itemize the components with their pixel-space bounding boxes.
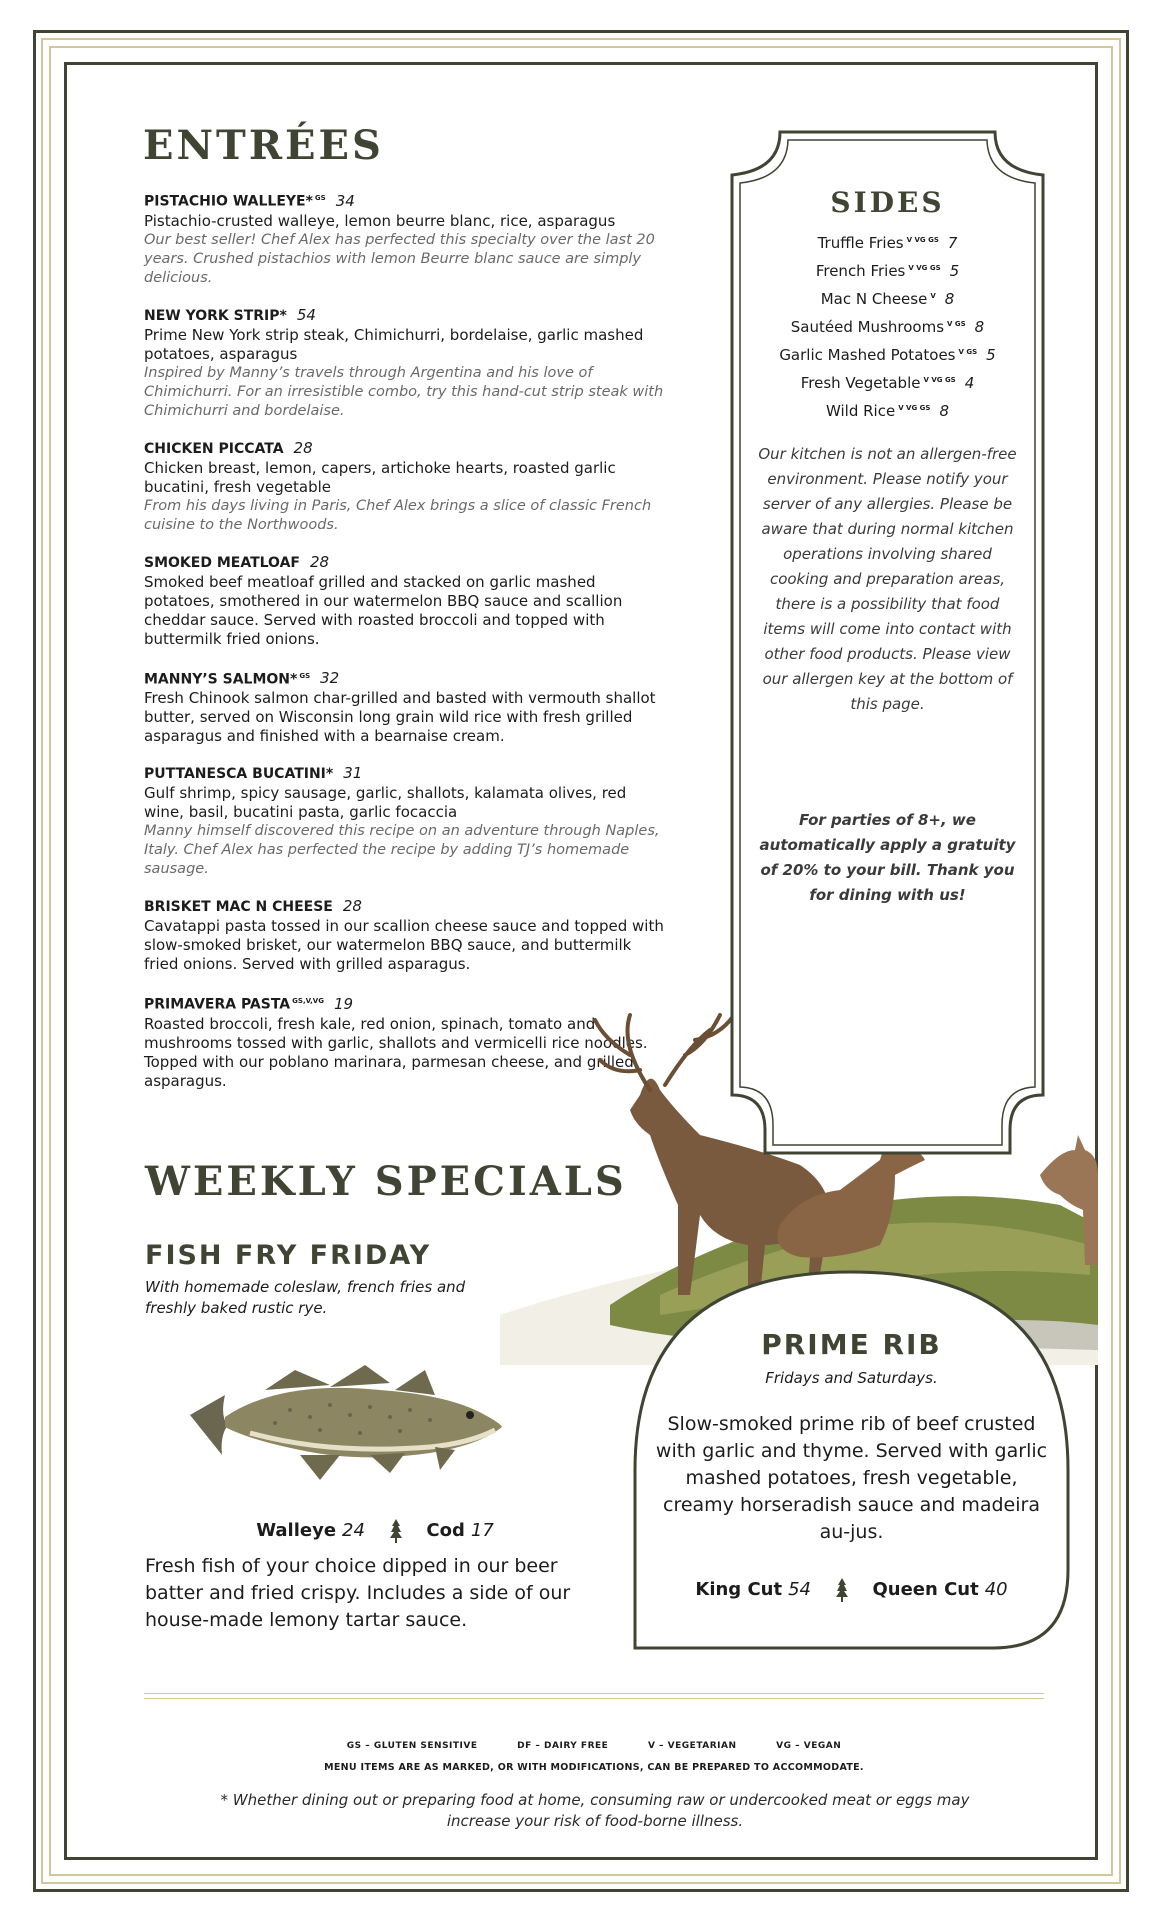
entree-name: NEW YORK STRIP* [144, 307, 287, 324]
side-price: 7 [947, 234, 958, 252]
queen-cut-label: Queen Cut [872, 1579, 979, 1600]
side-price: 5 [949, 262, 960, 280]
divider [144, 1693, 1044, 1694]
entree-tags: GS [299, 671, 311, 680]
walleye-price: 24 [342, 1520, 365, 1541]
entree-price: 28 [293, 438, 313, 457]
legend-gs: GS – GLUTEN SENSITIVE [346, 1741, 478, 1751]
entree-description: Chicken breast, lemon, capers, artichoke hearts, roasted garlic bucatini, fresh vegetable [144, 458, 616, 496]
side-price: 8 [974, 318, 985, 336]
entree-name: SMOKED MEATLOAF [144, 554, 300, 571]
entree-tags: GS [314, 194, 326, 202]
fish-fry-subtitle: With homemade coleslaw, french fries and freshly baked rustic rye. [145, 1278, 466, 1317]
entree-description: Gulf shrimp, spicy sausage, garlic, shallots, kalamata olives, red wine, basil, bucatini pasta, garlic focaccia [144, 784, 627, 822]
entree-name: PRIMAVERA PASTA [144, 996, 291, 1013]
side-name: Truffle Fries [817, 234, 904, 252]
side-name: French Fries [815, 262, 906, 280]
entree-note: Manny himself discovered this recipe on an adventure through Naples, Italy. Chef Alex has perfected the recipe by adding TJ’s homemade sausage. [144, 823, 660, 878]
entree-name-line [144, 439, 664, 459]
divider [144, 1698, 1044, 1699]
entree-item [144, 553, 664, 649]
entree-price: 28 [309, 552, 330, 571]
side-tags: V VG GS [923, 376, 956, 384]
entrees-title: ENTRÉES [143, 122, 384, 169]
prime-rib-prices [633, 1578, 1070, 1602]
side-item [730, 228, 1045, 256]
entree-name: PISTACHIO WALLEYE* [144, 193, 313, 210]
sides-title: SIDES [830, 186, 945, 219]
pine-tree-icon [389, 1519, 403, 1543]
entree-name-line [144, 306, 664, 326]
legend-df: DF – DAIRY FREE [517, 1741, 609, 1751]
entree-note: Inspired by Manny’s travels through Argentina and his love of Chimichurri. For an irresistible combo, try this hand-cut strip steak with Chimichurri and bordelaise. [144, 364, 664, 419]
entree-name: MANNY’S SALMON* [144, 671, 298, 688]
entree-name: CHICKEN PICCATA [144, 440, 284, 457]
entree-description: Fresh Chinook salmon char-grilled and basted with vermouth shallot butter, served on Wisconsin long grain wild rice with fresh grilled asparagus and finished with a bearnaise cream. [144, 689, 656, 746]
side-name: Garlic Mashed Potatoes [779, 346, 956, 364]
legend-v: V – VEGETARIAN [647, 1741, 737, 1751]
sides-list [730, 228, 1045, 424]
side-item [730, 256, 1045, 284]
entree-item [144, 439, 664, 535]
entree-description: Smoked beef meatloaf grilled and stacked on garlic mashed potatoes, smothered in our watermelon BBQ sauce and scallion cheddar sauce. Served with roasted broccoli and topped with buttermilk fried onions. [144, 572, 623, 648]
fish-fry-description: Fresh fish of your choice dipped in our beer batter and fried crispy. Includes a side of our house-made lemony tartar sauce. [145, 1555, 571, 1631]
side-tags: V [930, 292, 936, 300]
side-item [730, 312, 1045, 340]
side-price: 5 [986, 346, 996, 364]
gratuity-notice: For parties of 8+, we automatically apply a gratuity of 20% to your bill. Thank you for dining with us! [759, 811, 1016, 904]
side-item [730, 368, 1045, 396]
entree-name-line [144, 553, 664, 573]
entree-item [144, 306, 664, 421]
entree-price: 28 [342, 897, 362, 916]
legend-note: MENU ITEMS ARE AS MARKED, OR WITH MODIFICATIONS, CAN BE PREPARED TO ACCOMMODATE. [324, 1762, 864, 1773]
prime-rib-title: PRIME RIB [761, 1328, 942, 1361]
entree-name: BRISKET MAC N CHEESE [144, 899, 333, 916]
side-name: Wild Rice [826, 402, 896, 420]
side-price: 8 [939, 402, 949, 420]
side-tags: V VG GS [906, 236, 939, 244]
allergy-notice: Our kitchen is not an allergen-free environment. Please notify your server of any allergies. Please be aware that during normal kitchen operations involving shared cooking and preparation areas, there is a possibility that food items will come into contact with other food products. Please view our allergen key at the bottom of this page. [758, 445, 1017, 713]
entree-description: Roasted broccoli, fresh kale, red onion, spinach, tomato and mushrooms tossed with garlic, shallots and vermicelli rice noodles. Topped with our poblano marinara, parmesan cheese, and grilled asparagus. [144, 1014, 648, 1090]
side-item [730, 284, 1045, 312]
side-price: 4 [964, 374, 975, 392]
queen-cut-price: 40 [984, 1579, 1008, 1600]
side-name: Mac N Cheese [820, 290, 928, 308]
fish-fry-title: FISH FRY FRIDAY [145, 1240, 432, 1271]
entree-description: Cavatappi pasta tossed in our scallion cheese sauce and topped with slow-smoked brisket, our watermelon BBQ sauce, and buttermilk fried onions. Served with grilled asparagus. [144, 917, 664, 974]
food-safety-disclaimer: * Whether dining out or preparing food at home, consuming raw or undercooked meat or eggs may increase your risk of food-borne illness. [220, 1791, 970, 1830]
king-cut-label: King Cut [695, 1579, 783, 1600]
entree-description: Prime New York strip steak, Chimichurri, bordelaise, garlic mashed potatoes, asparagus [144, 325, 644, 363]
fish-illustration [180, 1355, 510, 1490]
side-tags: V VG GS [908, 264, 941, 272]
side-item [730, 396, 1045, 424]
entree-price: 19 [333, 994, 354, 1013]
pine-tree-icon [835, 1578, 849, 1602]
side-name: Sautéed Mushrooms [790, 318, 945, 336]
legend-vg: VG – VEGAN [776, 1741, 842, 1751]
entree-note: Our best seller! Chef Alex has perfected this specialty over the last 20 years. Crushed pistachios with lemon Beurre blanc sauce are simply delicious. [144, 231, 655, 286]
prime-rib-description: Slow-smoked prime rib of beef crusted with garlic and thyme. Served with garlic mashed potatoes, fresh vegetable, creamy horseradish sauce and madeira au-jus. [655, 1413, 1048, 1543]
side-tags: V GS [958, 348, 978, 356]
entree-note: From his days living in Paris, Chef Alex brings a slice of classic French cuisine to the Northwoods. [144, 497, 652, 533]
entree-item [144, 764, 664, 879]
entree-name-line [144, 764, 664, 784]
side-name: Fresh Vegetable [800, 374, 921, 392]
entree-price: 32 [320, 669, 340, 688]
entree-tags: GS,V,VG [292, 997, 324, 1006]
allergen-legend [144, 1741, 1044, 1751]
entree-item [144, 189, 664, 288]
entree-name-line [144, 667, 664, 690]
side-item [730, 340, 1045, 368]
entree-item [144, 667, 664, 747]
side-price: 8 [944, 290, 955, 308]
cod-label: Cod [426, 1520, 465, 1541]
side-tags: V GS [947, 320, 966, 328]
walleye-label: Walleye [256, 1520, 337, 1541]
entree-name-line [144, 189, 664, 212]
side-tags: V VG GS [898, 404, 931, 412]
entree-description: Pistachio-crusted walleye, lemon beurre blanc, rice, asparagus [144, 211, 616, 230]
entree-price: 34 [335, 191, 355, 210]
entree-price: 31 [343, 764, 363, 783]
entree-name-line [144, 897, 664, 917]
entree-price: 54 [296, 305, 316, 324]
king-cut-price: 54 [788, 1579, 811, 1600]
prime-rib-subtitle: Fridays and Saturdays. [765, 1369, 938, 1387]
entree-name: PUTTANESCA BUCATINI* [144, 766, 334, 783]
weekly-specials-title: WEEKLY SPECIALS [145, 1158, 627, 1205]
fish-fry-prices [175, 1519, 575, 1543]
cod-price: 17 [470, 1520, 494, 1541]
